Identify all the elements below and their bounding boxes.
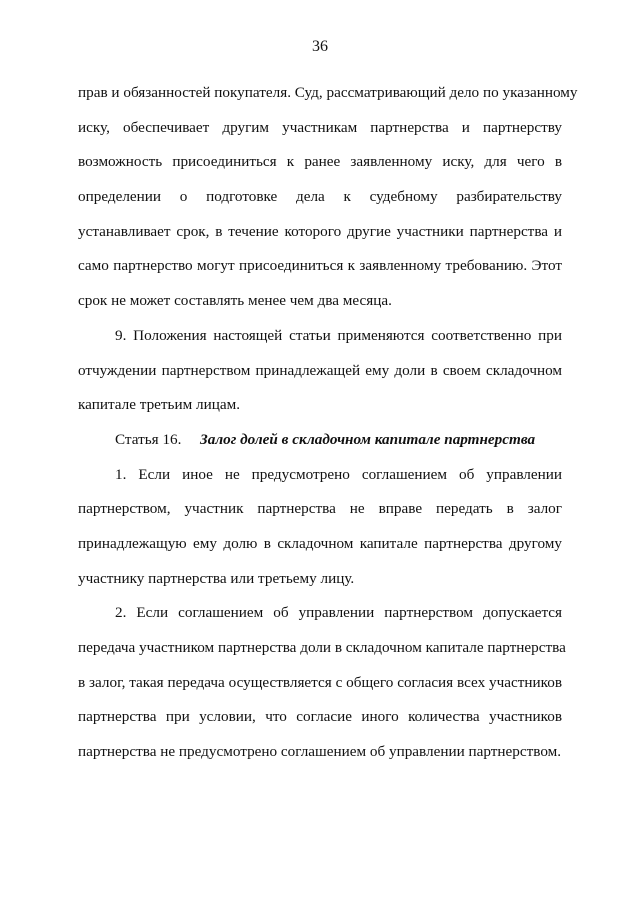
text-line: 1. Если иное не предусмотрено соглашением об управлении (115, 465, 562, 483)
paragraph (78, 596, 566, 769)
paragraph (78, 458, 562, 597)
document-body (78, 76, 578, 770)
text-line: устанавливает срок, в течение которого другие участники партнерства и (78, 222, 562, 240)
text-line: принадлежащую ему долю в складочном капитале партнерства другому (78, 534, 562, 552)
text-line: партнерства не предусмотрено соглашением об управлении партнерством. (78, 743, 562, 761)
paragraph (78, 76, 578, 319)
text-line: срок не может составлять менее чем два месяца. (78, 292, 392, 310)
text-line: участнику партнерства или третьему лицу. (78, 569, 355, 587)
text-line: в залог, такая передача осуществляется с общего согласия всех участников (78, 673, 562, 691)
text-line: партнерства при условии, что согласие иного количества участников (78, 708, 562, 726)
text-line: возможность присоединиться к ранее заявленному иску, для чего в (78, 153, 562, 171)
text-line: 2. Если соглашением об управлении партнерством допускается (115, 604, 562, 622)
text-line: иску, обеспечивает другим участникам партнерства и партнерству (78, 118, 562, 136)
text-line: определении о подготовке дела к судебному разбирательству (78, 188, 562, 206)
paragraph (78, 319, 562, 423)
text-line: 9. Положения настоящей статьи применяются соответственно при (115, 326, 562, 344)
text-line: отчуждении партнерством принадлежащей ему доли в своем складочном (78, 361, 562, 379)
text-line: партнерством, участник партнерства не вправе передать в залог (78, 500, 562, 518)
article-title: Залог долей в складочном капитале партнерства (200, 430, 536, 448)
article-label: Статья 16. (115, 430, 182, 448)
page-number: 36 (312, 38, 328, 55)
text-line: капитале третьим лицам. (78, 396, 240, 414)
text-line: прав и обязанностей покупателя. Суд, рассматривающий дело по указанному (78, 84, 578, 101)
article-heading (78, 423, 562, 458)
text-line: само партнерство могут присоединиться к заявленному требованию. Этот (78, 257, 562, 275)
text-line: передача участником партнерства доли в складочном капитале партнерства (78, 639, 566, 656)
